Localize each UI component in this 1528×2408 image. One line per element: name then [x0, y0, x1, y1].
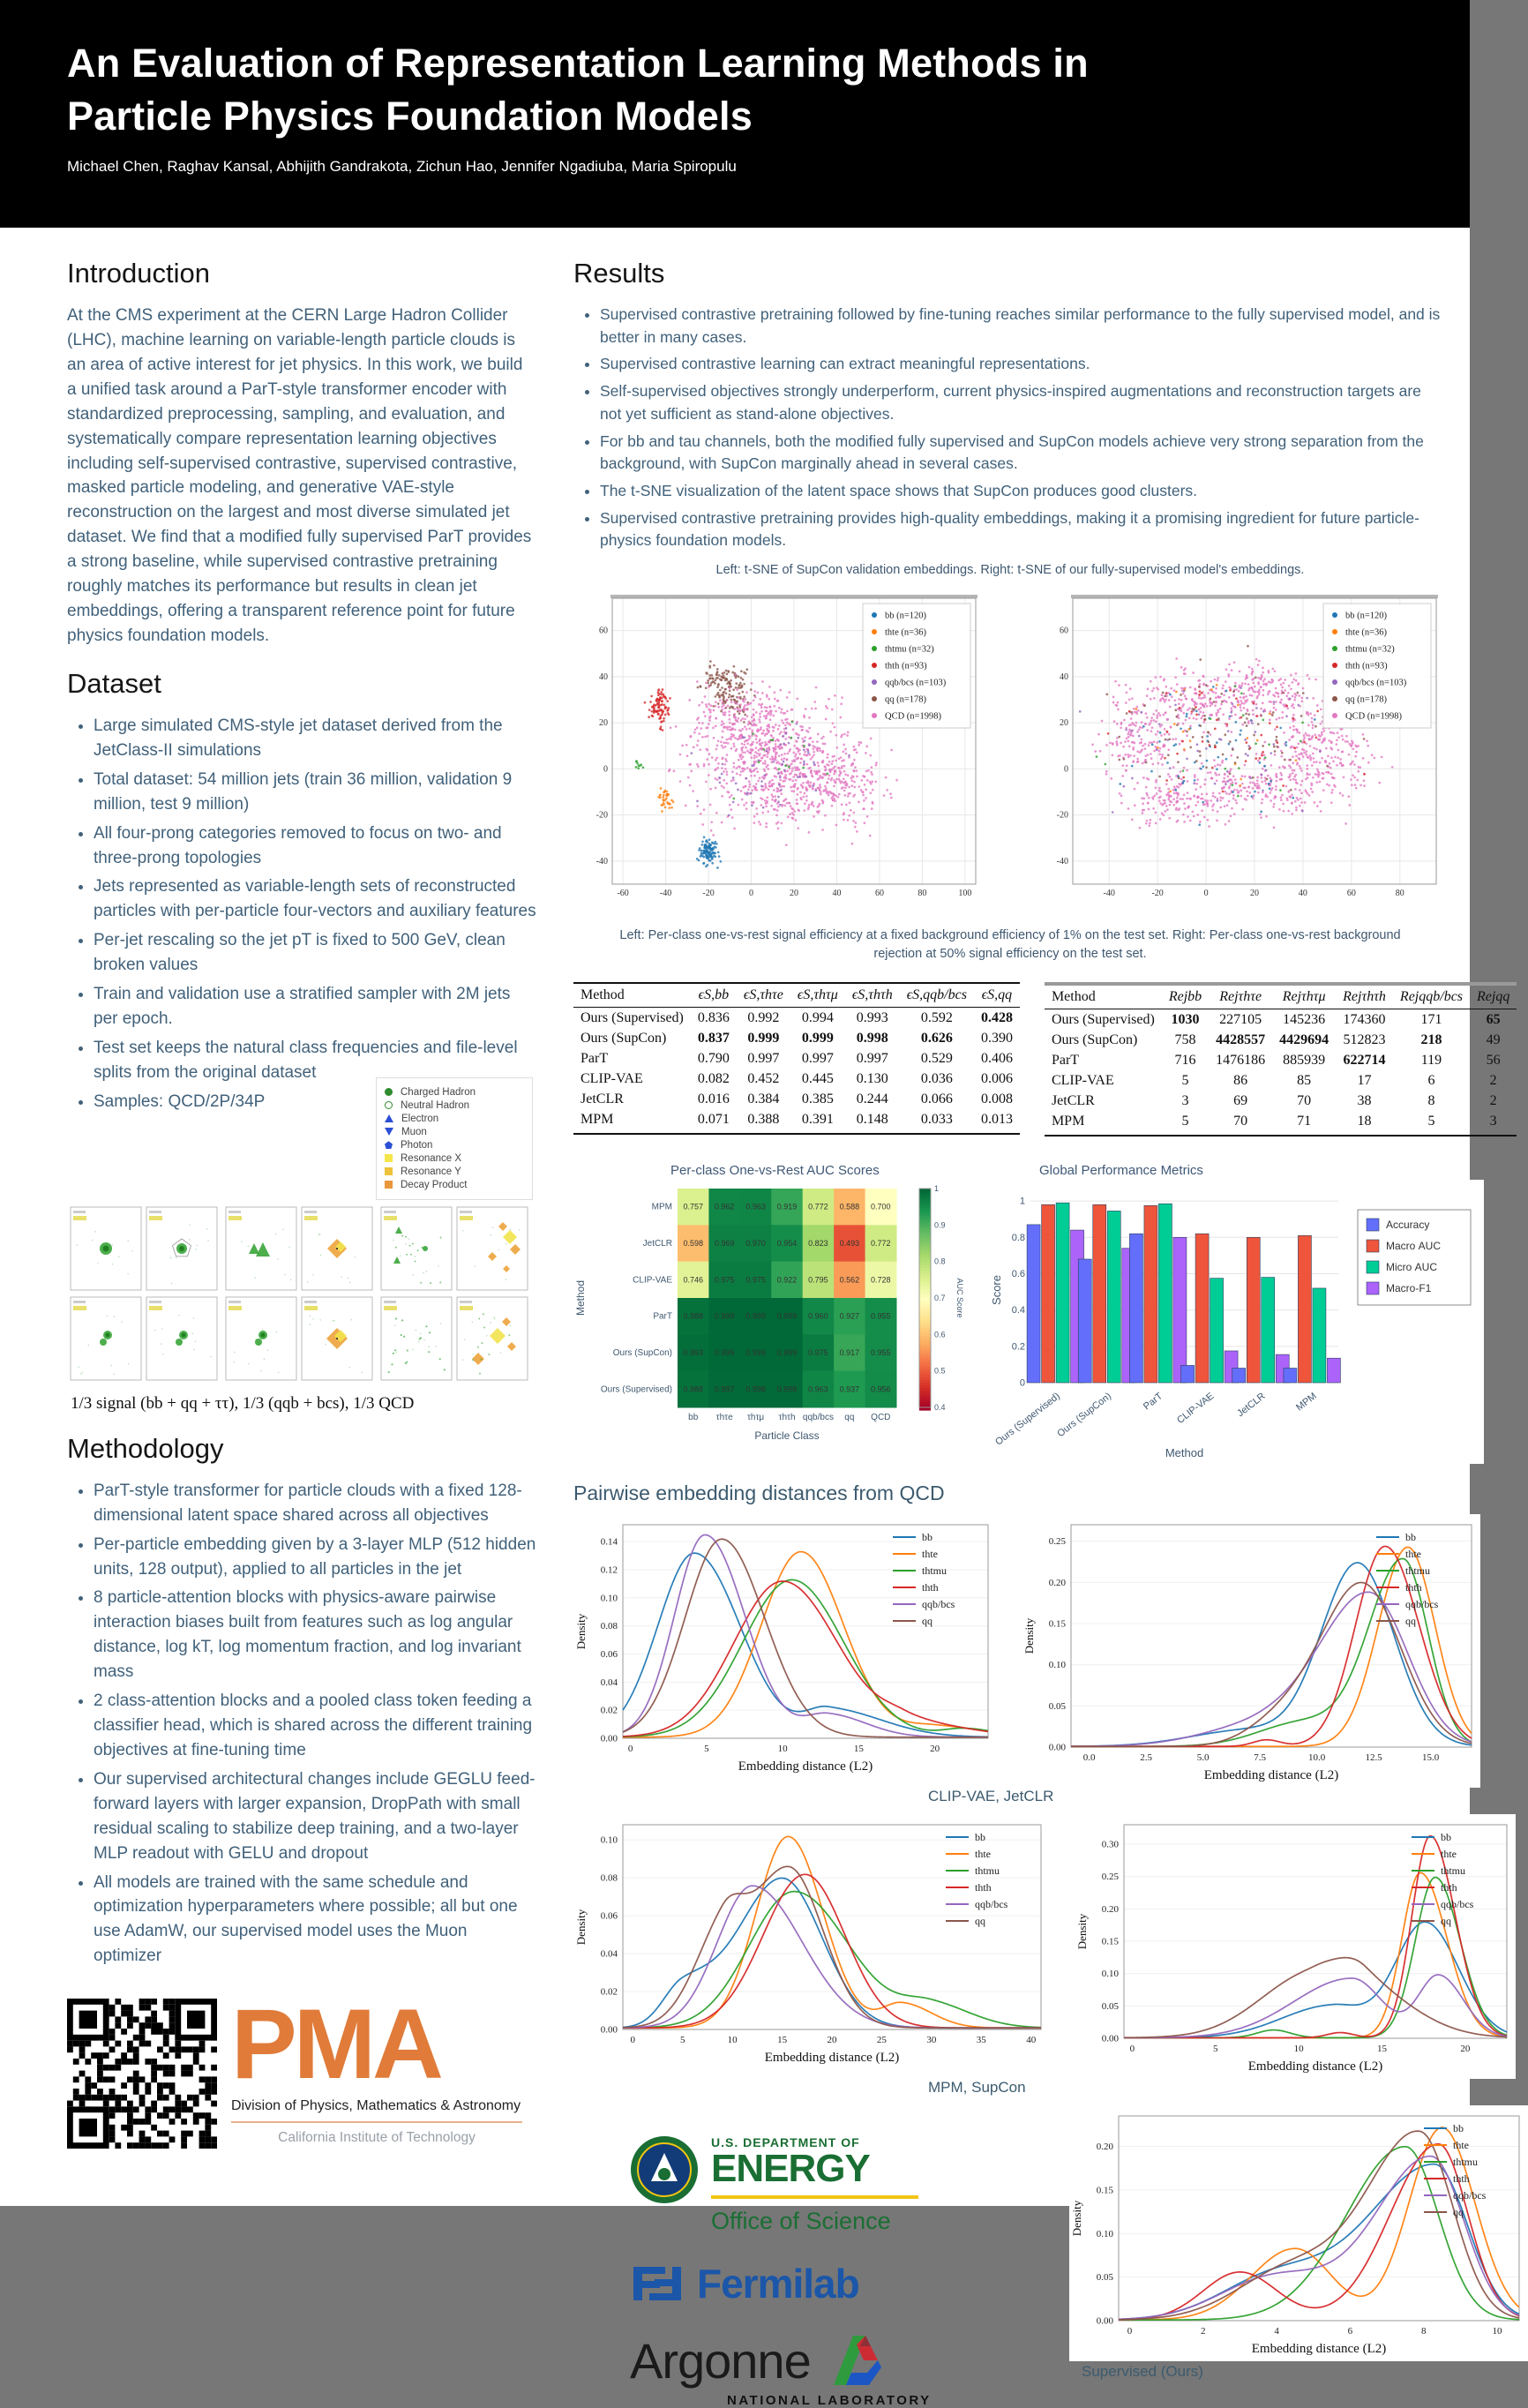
bullet-item: • ParT-style transformer for particle clouds with a fixed 128-dimensional latent space shared across all objectives: [94, 1479, 536, 1528]
table-cell: 0.406: [980, 1050, 1013, 1066]
table-cell: 119: [1420, 1052, 1442, 1068]
table-cell: 71: [1272, 1111, 1336, 1136]
signal-efficiency-table: [573, 982, 1020, 1135]
table-cell: 1030: [1171, 1011, 1200, 1027]
table-row: [1045, 1050, 1517, 1070]
tsne-caption: Left: t-SNE of SupCon validation embeddings. Right: t-SNE of our fully-supervised model's embeddings.: [715, 563, 1305, 578]
table-cell: 18: [1336, 1111, 1393, 1136]
metric-tables: [573, 970, 1510, 1136]
background-rejection-table: [1045, 982, 1517, 1136]
bullet-item: • Per-jet rescaling so the jet pT is fixed to 500 GeV, clean broken values: [94, 928, 536, 978]
bullet-item: • Samples: QCD/2P/34P: [94, 1090, 536, 1114]
table-cell: 70: [1209, 1111, 1272, 1136]
legend-item: [385, 1100, 524, 1111]
pma-caltech-text: California Institute of Technology: [278, 2129, 476, 2145]
table-cell: JetCLR: [1051, 1092, 1095, 1108]
results-bullets: [573, 304, 1447, 552]
table-row: [573, 1048, 1020, 1069]
table-cell: 0.384: [747, 1091, 780, 1106]
table-cell: 0.066: [920, 1091, 953, 1106]
title-line-1: An Evaluation of Representation Learning Methods in: [67, 41, 1089, 86]
jet-sample-images: [67, 1204, 529, 1385]
bullet-item: • 2 class-attention blocks and a pooled class token feeding a classifier head, which is shared across the different training objectives at fine-tuning time: [94, 1689, 536, 1763]
table-cell: ParT: [1051, 1052, 1080, 1068]
legend-marker-icon: [385, 1181, 393, 1189]
argonne-triangle-icon: [825, 2334, 881, 2387]
table-cell: 758: [1174, 1031, 1196, 1047]
density-caption-1: CLIP-VAE, JetCLR: [928, 1787, 1054, 1804]
table-row: [1045, 1030, 1517, 1050]
column-header: Rejτhτh: [1336, 984, 1393, 1009]
bullet-item: • All models are trained with the same schedule and optimization hyperparameters where possible; all but one use AdamW, our supervised model uses the Muon optimizer: [94, 1871, 536, 1969]
table-cell: 171: [1420, 1011, 1442, 1027]
argonne-logo: [630, 2332, 1045, 2408]
legend-marker-icon: [385, 1088, 393, 1096]
column-header: Rejbb: [1162, 984, 1209, 1009]
column-header: Method: [573, 983, 691, 1008]
title-line-2: Particle Physics Foundation Models: [67, 94, 753, 139]
table-row: [573, 1008, 1020, 1029]
table-row: [573, 1069, 1020, 1089]
intro-paragraph: At the CMS experiment at the CERN Large Hadron Collider (LHC), machine learning on variable-length particle clouds is an area of active interest for jet physics. In this work, we build a unified task around a ParT-style transformer encoder with standardized preprocessing, sampling, and evaluation, and systematically compare representation learning objectives including self-supervised contrastive, supervised contrastive, masked particle modeling, and generative VAE-style reconstruction on the largest and most diverse simulated jet dataset. We find that a modified fully supervised ParT provides a strong baseline, while supervised contrastive pretraining roughly matches its performance but results in clean jet embeddings, offering a transparent reference point for future physics foundation models.: [67, 306, 532, 645]
bullet-item: • Train and validation use a stratified sampler with 2M jets per epoch.: [94, 982, 536, 1031]
fermilab-text: Fermilab: [697, 2260, 859, 2307]
table-cell: 0.033: [900, 1109, 974, 1134]
table-cell: 885939: [1283, 1052, 1326, 1068]
legend-item: [385, 1166, 524, 1177]
tsne-plot-supervised: [1034, 586, 1447, 911]
column-header: Method: [1045, 984, 1162, 1009]
legend-marker-icon: [385, 1141, 393, 1149]
table-cell: 0.013: [974, 1109, 1020, 1134]
table-cell: 0.837: [697, 1030, 730, 1046]
legend-label: Resonance X: [401, 1152, 462, 1164]
table-cell: 0.082: [697, 1070, 730, 1086]
fermilab-logo: [630, 2258, 1045, 2309]
table-cell: 0.529: [920, 1050, 953, 1066]
results-heading: Results: [573, 258, 665, 289]
table-cell: 17: [1357, 1072, 1372, 1088]
density-plot-supervised: [1069, 2105, 1528, 2361]
left-column: [67, 258, 536, 2408]
jet-sample-caption: 1/3 signal (bb + qq + ττ), 1/3 (qqb + bcs), 1/3 QCD: [71, 1393, 415, 1413]
bullet-item: • Large simulated CMS-style jet dataset derived from the JetClass-II simulations: [94, 714, 536, 763]
legend-label: Electron: [401, 1113, 439, 1124]
doe-energy-text: ENERGY: [711, 2146, 870, 2190]
legend-marker-icon: [385, 1154, 393, 1162]
legend-label: Resonance Y: [401, 1166, 461, 1177]
auc-heatmap: [573, 1180, 965, 1464]
table-cell: 0.452: [747, 1070, 780, 1086]
doe-office-text: Office of Science: [711, 2207, 891, 2234]
column-header: ϵS,bb: [691, 983, 737, 1008]
table-cell: 0.148: [845, 1109, 900, 1134]
bar-chart-title: Global Performance Metrics: [1039, 1162, 1203, 1178]
table-cell: 716: [1174, 1052, 1196, 1068]
legend-marker-icon: [385, 1167, 393, 1175]
doe-seal-icon: [630, 2135, 699, 2204]
legend-item: [385, 1127, 524, 1137]
table-cell: 3: [1470, 1111, 1517, 1136]
density-plot-clipvae: [573, 1514, 997, 1779]
table-cell: MPM: [573, 1109, 691, 1134]
legend-label: Neutral Hadron: [401, 1099, 469, 1111]
table-cell: MPM: [1045, 1111, 1162, 1136]
table-row: [1045, 1111, 1517, 1136]
table-cell: 174360: [1343, 1011, 1386, 1027]
bullet-item: • Supervised contrastive pretraining followed by fine-tuning reaches similar performance to the fully supervised model, and is better in many cases.: [600, 304, 1447, 349]
legend-label: Charged Hadron: [401, 1086, 476, 1098]
table-cell: 69: [1233, 1092, 1248, 1108]
table-cell: 0.993: [856, 1009, 888, 1025]
table-cell: 1476186: [1216, 1052, 1266, 1068]
table-cell: 86: [1233, 1072, 1248, 1088]
column-header: ϵS,qq: [974, 983, 1020, 1008]
bullet-item: • Our supervised architectural changes include GEGLU feed-forward layers with larger expansion, DropPath with small residual scaling to stabilize deep training, and a two-layer MLP readout with GELU and dropout: [94, 1767, 536, 1866]
column-header: Rejτhτμ: [1272, 984, 1336, 1009]
doe-rule: [711, 2195, 918, 2199]
table-cell: 0.998: [856, 1030, 888, 1046]
table-cell: 0.997: [801, 1050, 834, 1066]
table-cell: Ours (SupCon): [1051, 1031, 1138, 1047]
legend-item: [385, 1140, 524, 1151]
table-cell: ParT: [580, 1050, 609, 1066]
density-plot-jetclr: [1022, 1514, 1480, 1788]
pma-letters: PMA: [231, 1988, 440, 2099]
table-cell: 0.385: [801, 1091, 834, 1106]
table-cell: 0.836: [697, 1009, 730, 1025]
table-cell: 0.994: [801, 1009, 834, 1025]
bullet-item: • Test set keeps the natural class frequencies and file-level splits from the original dataset: [94, 1036, 536, 1085]
table-cell: 38: [1357, 1092, 1372, 1108]
table-cell: 0.016: [697, 1091, 730, 1106]
pma-logo: [231, 1988, 522, 2146]
density-row-1: [573, 1514, 1447, 1788]
tsne-figures: [573, 586, 1447, 911]
table-cell: 2: [1489, 1072, 1497, 1088]
table-cell: CLIP-VAE: [1051, 1072, 1114, 1088]
bullet-item: • All four-prong categories removed to focus on two- and three-prong topologies: [94, 821, 536, 871]
table-cell: 0.130: [856, 1070, 888, 1086]
bullet-item: • Jets represented as variable-length sets of reconstructed particles with per-particle four-vectors and auxiliary features: [94, 874, 536, 924]
legend-marker-icon: [385, 1114, 393, 1122]
table-cell: 4429694: [1279, 1031, 1330, 1047]
table-cell: 622714: [1343, 1052, 1386, 1068]
bullet-item: • Self-supervised objectives strongly underperform, current physics-inspired augmentations and reconstruction targets are not yet sufficient as stand-alone objectives.: [600, 380, 1447, 425]
table-cell: Ours (Supervised): [580, 1009, 684, 1025]
table-cell: 0.391: [790, 1109, 845, 1134]
legend-item: [385, 1153, 524, 1164]
right-column: [573, 258, 1510, 2408]
column-header: ϵS,τhτe: [737, 983, 790, 1008]
legend-marker-icon: [385, 1101, 393, 1109]
table-cell: 227105: [1219, 1011, 1262, 1027]
bullet-item: • Supervised contrastive learning can extract meaningful representations.: [600, 353, 1447, 376]
heatmap-box: [573, 1151, 965, 1464]
intro-heading: Introduction: [67, 258, 210, 289]
column-header: Rejqq: [1470, 984, 1517, 1009]
methodology-bullets: [67, 1479, 536, 1969]
pma-division-text: Division of Physics, Mathematics & Astronomy: [231, 2098, 522, 2123]
table-cell: 145236: [1283, 1011, 1326, 1027]
table-cell: 4428557: [1216, 1031, 1266, 1047]
density-section-heading: Pairwise embedding distances from QCD: [573, 1481, 945, 1504]
table-cell: 0.428: [980, 1009, 1013, 1025]
table-cell: 56: [1486, 1052, 1501, 1068]
bullet-item: • 8 particle-attention blocks with physics-aware pairwise interaction biases built from features such as log angular distance, log kT, log momentum fraction, and log invariant mass: [94, 1586, 536, 1684]
density-caption-3: Supervised (Ours): [1082, 2362, 1203, 2380]
legend-label: Photon: [401, 1139, 433, 1151]
argonne-text: Argonne: [630, 2332, 811, 2389]
table-cell: 0.790: [697, 1050, 730, 1066]
table-cell: 3: [1181, 1092, 1189, 1108]
dataset-heading: Dataset: [67, 667, 161, 699]
global-metrics-bar-chart: [990, 1180, 1484, 1464]
global-charts: [573, 1151, 1447, 1464]
table-cell: 0.388: [737, 1109, 790, 1134]
table-cell: 6: [1427, 1072, 1435, 1088]
table-cell: 5: [1181, 1072, 1189, 1088]
table-row: [573, 1028, 1020, 1048]
bullet-item: • The t-SNE visualization of the latent space shows that SupCon produces good clusters.: [600, 480, 1447, 503]
table-cell: 0.992: [747, 1009, 780, 1025]
table-cell: CLIP-VAE: [580, 1070, 643, 1086]
doe-dept-text: U.S. DEPARTMENT OF: [711, 2134, 860, 2149]
table-row: [573, 1089, 1020, 1109]
table-cell: 0.006: [980, 1070, 1013, 1086]
table-cell: 0.036: [920, 1070, 953, 1086]
density-row-2: [573, 1814, 1447, 2079]
density-plot-supcon: [1075, 1814, 1516, 2079]
legend-item: [385, 1114, 524, 1124]
density-caption-2: MPM, SupCon: [928, 2078, 1026, 2096]
bullet-item: • Per-particle embedding given by a 3-layer MLP (512 hidden units, 128 output), applied to all particles in the jet: [94, 1533, 536, 1582]
table-cell: 0.592: [920, 1009, 953, 1025]
table-cell: 0.071: [691, 1109, 737, 1134]
density-row-3-plot: [1069, 2105, 1528, 2381]
tsne-plot-supcon: [573, 586, 986, 911]
jet-sample-legend: [376, 1077, 533, 1200]
table-cell: 85: [1297, 1072, 1312, 1088]
table-cell: 0.997: [856, 1050, 888, 1066]
table-cell: 0.008: [980, 1091, 1013, 1106]
bar-chart-box: [990, 1151, 1484, 1464]
dataset-bullets: [67, 714, 536, 1114]
sponsor-logos: [573, 2105, 1045, 2408]
poster-title: [67, 37, 1403, 144]
column-header: ϵS,qqb/bcs: [900, 983, 974, 1008]
table-row: [1045, 1009, 1517, 1031]
bullet-item: • Supervised contrastive pretraining provides high-quality embeddings, making it a promising ingredient for future particle-physics foundation models.: [600, 507, 1447, 552]
column-header: Rejqqb/bcs: [1393, 984, 1470, 1009]
table-cell: 0.999: [747, 1030, 780, 1046]
poster-header: [0, 0, 1470, 228]
table-cell: Ours (Supervised): [1051, 1011, 1155, 1027]
table-row: [1045, 1091, 1517, 1111]
argonne-sub-text: NATIONAL LABORATORY: [727, 2392, 932, 2408]
table-cell: 49: [1486, 1031, 1501, 1047]
bullet-item: • Total dataset: 54 million jets (train 36 million, validation 9 million, test 9 million): [94, 768, 536, 817]
doe-logo: [630, 2135, 1045, 2235]
table-cell: 8: [1427, 1092, 1435, 1108]
legend-item: [385, 1180, 524, 1190]
table-cell: 0.999: [801, 1030, 834, 1046]
table-cell: 0.244: [856, 1091, 888, 1106]
table-cell: 512823: [1343, 1031, 1386, 1047]
legend-label: Decay Product: [401, 1179, 468, 1190]
column-header: Rejτhτe: [1209, 984, 1272, 1009]
table-cell: 70: [1297, 1092, 1312, 1108]
authors-line: Michael Chen, Raghav Kansal, Abhijith Gandrakota, Zichun Hao, Jennifer Ngadiuba, Maria Spiropulu: [67, 157, 737, 175]
table-row: [1045, 1070, 1517, 1091]
tables-caption: Left: Per-class one-vs-rest signal efficiency at a fixed background efficiency of 1% on the test set. Right: Per-class one-vs-rest background rejection at 50% signal efficiency on the test set.: [619, 928, 1401, 961]
table-cell: 2: [1489, 1092, 1497, 1108]
column-header: ϵS,τhτμ: [790, 983, 845, 1008]
legend-item: [385, 1087, 524, 1098]
table-row: [573, 1109, 1020, 1134]
table-cell: 0.626: [920, 1030, 953, 1046]
legend-marker-icon: [385, 1128, 393, 1136]
column-header: ϵS,τhτh: [845, 983, 900, 1008]
table-cell: Ours (SupCon): [580, 1030, 667, 1046]
left-logos: [67, 1988, 536, 2149]
methodology-heading: Methodology: [67, 1432, 224, 1464]
table-cell: 65: [1486, 1011, 1501, 1027]
legend-label: Muon: [401, 1126, 427, 1137]
density-row-3: [573, 2105, 1447, 2408]
bullet-item: • For bb and tau channels, both the modified fully supervised and SupCon models achieve very strong separation from the background, with SupCon marginally ahead in several cases.: [600, 431, 1447, 476]
table-cell: 5: [1393, 1111, 1470, 1136]
density-plot-mpm: [573, 1814, 1050, 2070]
qr-code: [67, 1999, 217, 2149]
table-cell: 0.445: [801, 1070, 834, 1086]
table-cell: JetCLR: [580, 1091, 624, 1106]
table-cell: 218: [1420, 1031, 1442, 1047]
table-cell: 0.997: [747, 1050, 780, 1066]
table-cell: 5: [1162, 1111, 1209, 1136]
fermilab-mark-icon: [630, 2258, 685, 2309]
table-cell: 0.390: [980, 1030, 1013, 1046]
heatmap-title: Per-class One-vs-Rest AUC Scores: [670, 1162, 880, 1178]
